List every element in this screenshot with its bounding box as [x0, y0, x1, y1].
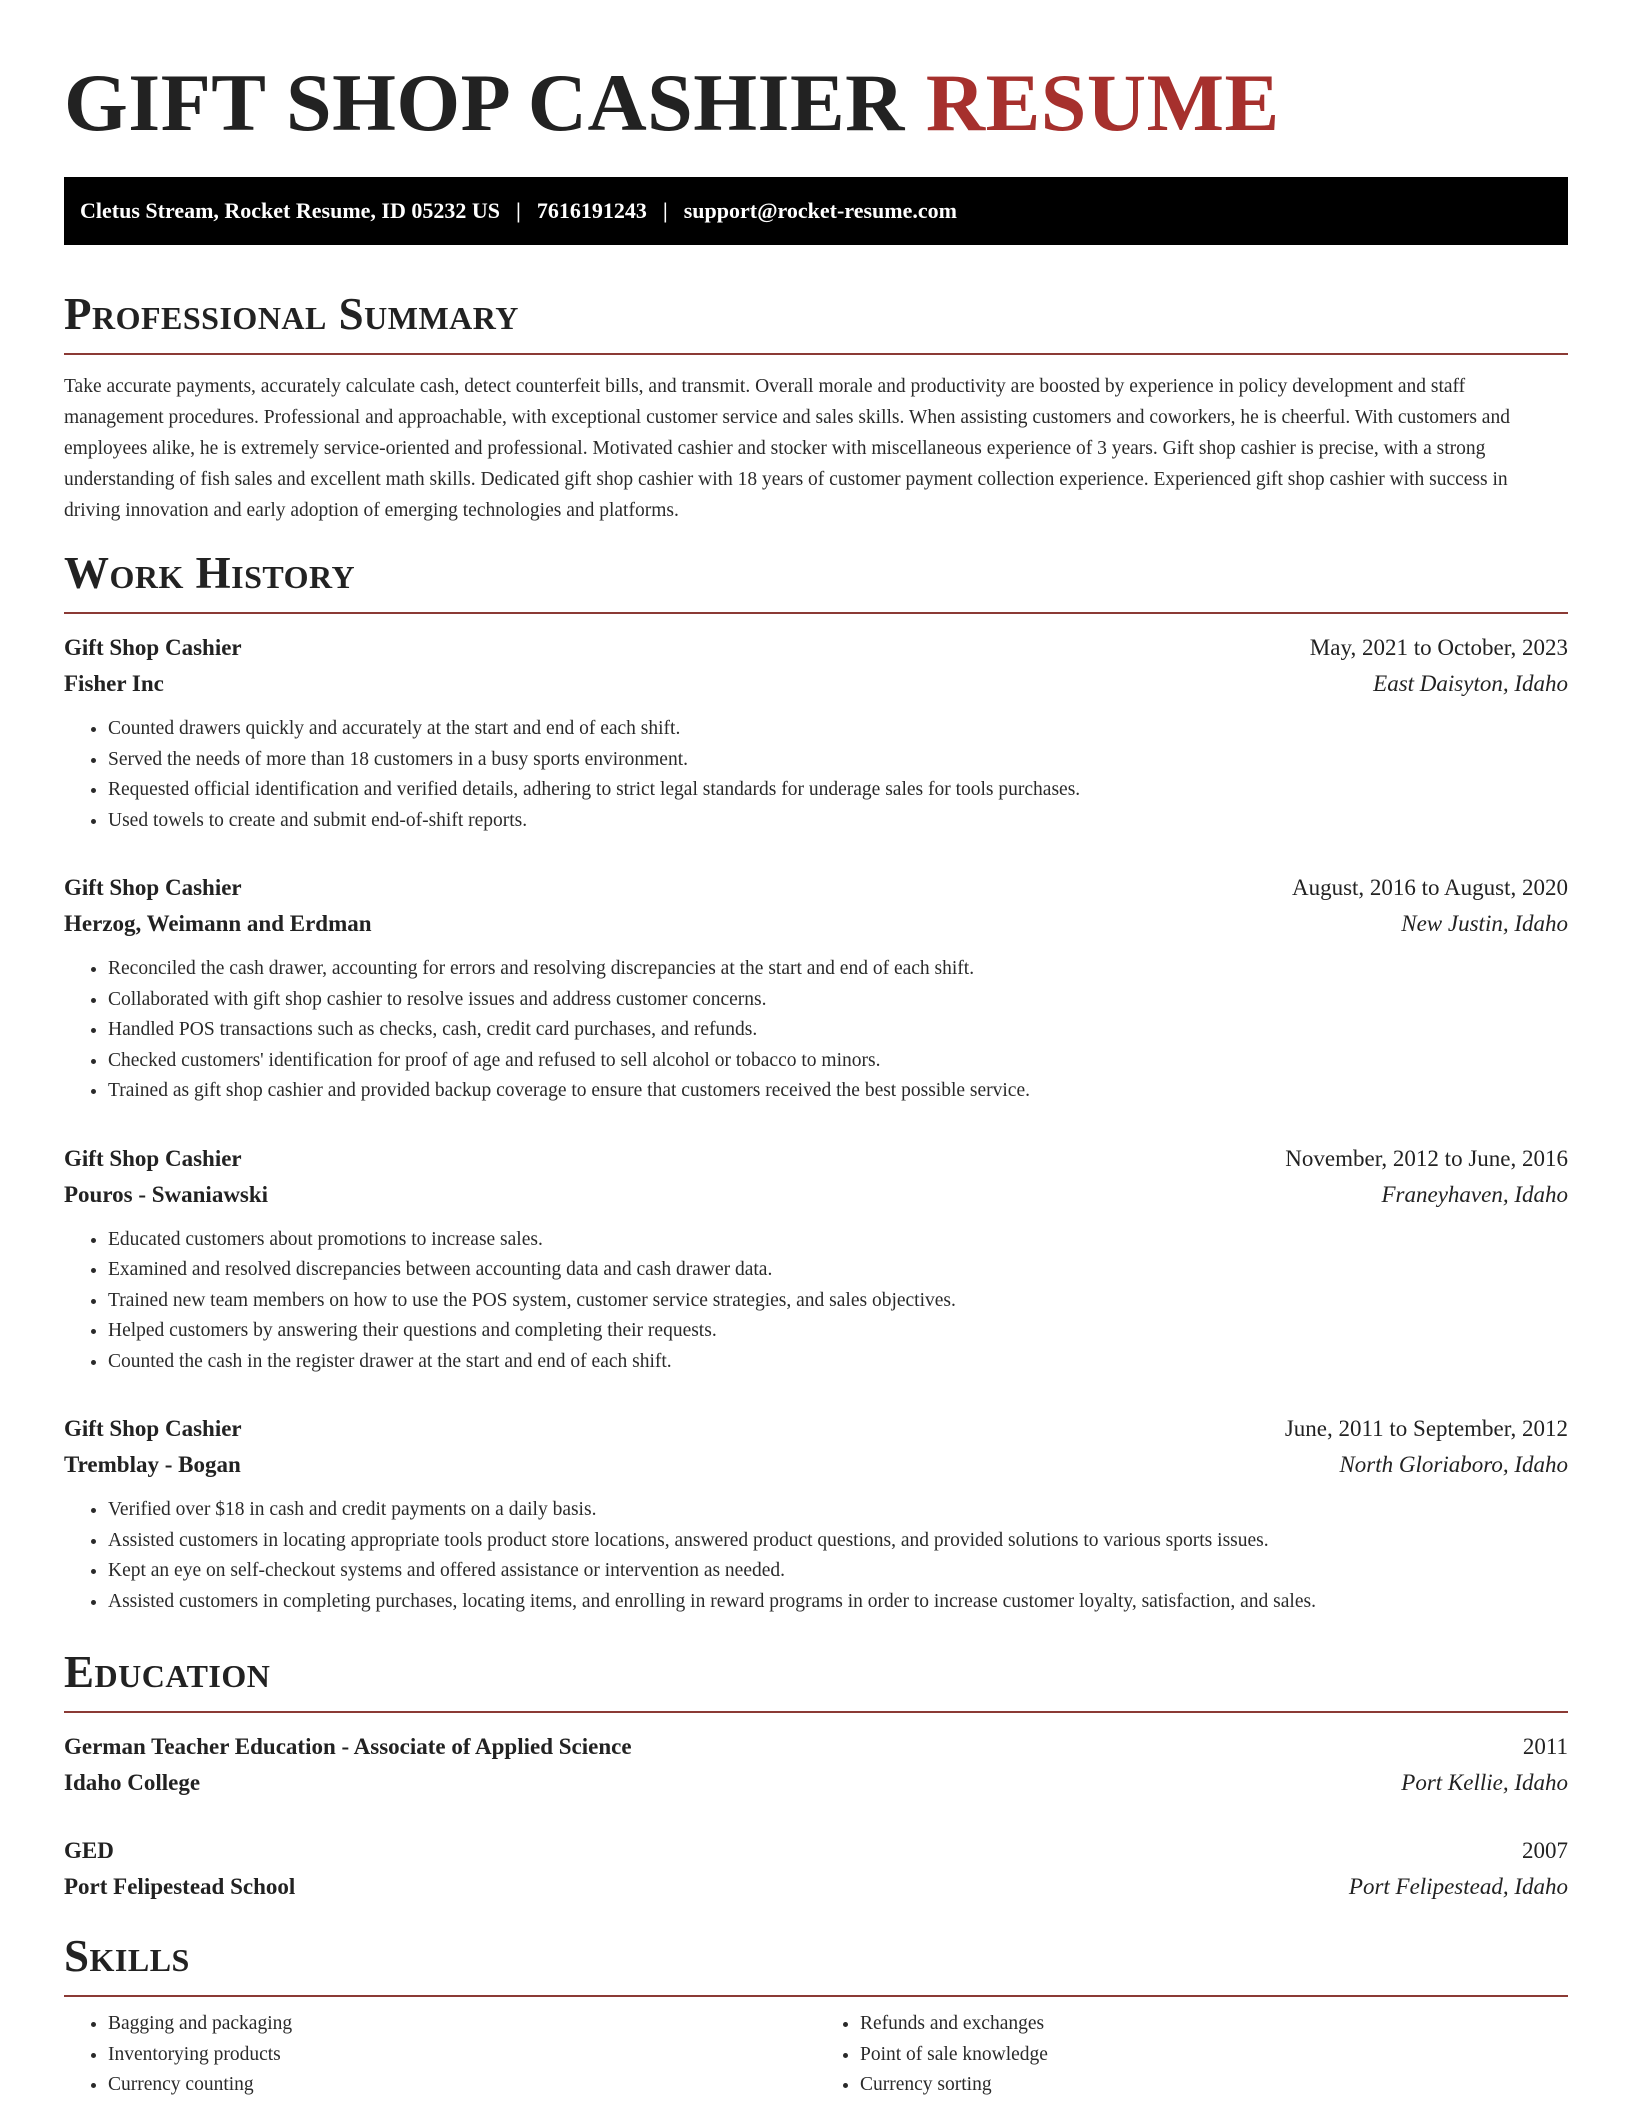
job-dates: June, 2011 to September, 2012	[1284, 1416, 1568, 1441]
title-main: GIFT SHOP CASHIER	[64, 57, 905, 148]
skill-item: • Currency counting	[108, 2070, 816, 2101]
job-duties-list	[64, 1495, 1568, 1617]
contact-bar	[64, 177, 1568, 245]
job-company-row	[64, 1177, 1568, 1213]
education-school-row	[64, 1869, 1568, 1905]
summary-section	[64, 289, 1568, 526]
summary-text: Take accurate payments, accurately calculate cash, detect counterfeit bills, and transmit. Overall morale and productivity are boosted by experience in policy development and staff management procedures. Professional and approachable, with exceptional customer service and sales skills. When assisting customers and coworkers, he is cheerful. With customers and employees alike, he is extremely service-oriented and professional. Motivated cashier and stocker with miscellaneous experience of 3 years. Gift shop cashier is precise, with a strong understanding of fish sales and excellent math skills. Dedicated gift shop cashier with 18 years of customer payment collection experience. Experienced gift shop cashier with success in driving innovation and early adoption of emerging technologies and platforms.	[64, 376, 1510, 521]
job-title: Gift Shop Cashier	[64, 1416, 242, 1441]
section-divider	[64, 1711, 1568, 1713]
skill-item: • Refunds and exchanges	[860, 2009, 1568, 2040]
section-title-summary: Professional Summary	[64, 289, 519, 339]
skills-list-left	[64, 2009, 816, 2101]
job-entry	[64, 1141, 1568, 1378]
job-dates: November, 2012 to June, 2016	[1285, 1145, 1568, 1171]
section-title-skills: Skills	[64, 1931, 190, 1981]
job-dates: May, 2021 to October, 2023	[1309, 635, 1568, 660]
list-item: • Used towels to create and submit end-of-shift reports.	[108, 806, 1568, 837]
skills-columns	[64, 1997, 1568, 2101]
job-duties-list	[64, 714, 1568, 836]
section-title-work-history: Work History	[64, 548, 356, 598]
job-location: North Gloriaboro, Idaho	[1339, 1452, 1568, 1477]
job-duties-list	[64, 954, 1568, 1107]
list-item: • Educated customers about promotions to increase sales.	[108, 1225, 1568, 1256]
education-header-row	[64, 1833, 1568, 1869]
education-location: Port Felipestead, Idaho	[1348, 1874, 1568, 1899]
list-item: • Counted drawers quickly and accurately at the start and end of each shift.	[108, 714, 1568, 745]
job-entry	[64, 870, 1568, 1107]
section-title-education: Education	[64, 1647, 271, 1697]
skills-section	[64, 1931, 1568, 2101]
list-item: • Requested official identification and verified details, adhering to strict legal standards for underage sales for tools purchases.	[108, 775, 1568, 806]
skills-list-right	[816, 2009, 1568, 2101]
job-duties-list	[64, 1225, 1568, 1378]
education-section	[64, 1647, 1568, 1905]
job-company: Pouros - Swaniawski	[64, 1181, 269, 1207]
job-company: Fisher Inc	[64, 671, 164, 696]
list-item: • Assisted customers in locating appropriate tools product store locations, answered product questions, and provided solutions to various sports issues.	[108, 1526, 1568, 1557]
list-item: • Assisted customers in completing purchases, locating items, and enrolling in reward programs in order to increase customer loyalty, satisfaction, and sales.	[108, 1587, 1568, 1618]
education-location: Port Kellie, Idaho	[1401, 1770, 1568, 1795]
education-year: 2011	[1522, 1734, 1568, 1759]
education-degree: GED	[64, 1838, 114, 1863]
list-item: • Trained as gift shop cashier and provided backup coverage to ensure that customers received the best possible service.	[108, 1076, 1568, 1107]
education-year: 2007	[1522, 1838, 1568, 1863]
list-item: • Reconciled the cash drawer, accounting for errors and resolving discrepancies at the start and end of each shift.	[108, 954, 1568, 985]
contact-address: Cletus Stream, Rocket Resume, ID 05232 US	[80, 198, 500, 223]
list-item: • Served the needs of more than 18 customers in a busy sports environment.	[108, 745, 1568, 776]
education-school: Idaho College	[64, 1770, 201, 1795]
job-location: East Daisyton, Idaho	[1373, 671, 1568, 696]
contact-phone[interactable]: 7616191243	[536, 198, 647, 223]
work-history-section	[64, 548, 1568, 1617]
job-entry	[64, 1411, 1568, 1617]
job-dates: August, 2016 to August, 2020	[1291, 875, 1568, 900]
job-title: Gift Shop Cashier	[64, 1145, 242, 1171]
job-title: Gift Shop Cashier	[64, 875, 242, 900]
education-entry	[64, 1729, 1568, 1801]
job-company: Herzog, Weimann and Erdman	[64, 911, 372, 936]
education-entry	[64, 1833, 1568, 1905]
job-company-row	[64, 666, 1568, 702]
list-item: • Kept an eye on self-checkout systems and offered assistance or intervention as needed.	[108, 1556, 1568, 1587]
list-item: • Verified over $18 in cash and credit payments on a daily basis.	[108, 1495, 1568, 1526]
job-company-row	[64, 906, 1568, 942]
job-header-row	[64, 1411, 1568, 1447]
education-school-row	[64, 1765, 1568, 1801]
list-item: • Checked customers' identification for proof of age and refused to sell alcohol or tobacco to minors.	[108, 1046, 1568, 1077]
education-header-row	[64, 1729, 1568, 1765]
list-item: • Collaborated with gift shop cashier to resolve issues and address customer concerns.	[108, 985, 1568, 1016]
skill-item: • Currency sorting	[860, 2070, 1568, 2101]
list-item: • Examined and resolved discrepancies between accounting data and cash drawer data.	[108, 1255, 1568, 1286]
job-entry	[64, 630, 1568, 836]
job-company: Tremblay - Bogan	[64, 1452, 241, 1477]
section-divider	[64, 612, 1568, 614]
contact-email[interactable]: support@rocket-resume.com	[683, 198, 957, 223]
list-item: • Counted the cash in the register drawer at the start and end of each shift.	[108, 1347, 1568, 1378]
skill-item: • Inventorying products	[108, 2040, 816, 2071]
job-header-row	[64, 1141, 1568, 1177]
education-degree: German Teacher Education - Associate of Applied Science	[64, 1734, 632, 1759]
skill-item: • Point of sale knowledge	[860, 2040, 1568, 2071]
contact-separator: |	[662, 198, 668, 223]
job-company-row	[64, 1447, 1568, 1483]
skill-item: • Bagging and packaging	[108, 2009, 816, 2040]
job-header-row	[64, 630, 1568, 666]
resume-title	[64, 55, 1568, 151]
contact-separator: |	[516, 198, 521, 223]
job-header-row	[64, 870, 1568, 906]
list-item: • Helped customers by answering their questions and completing their requests.	[108, 1316, 1568, 1347]
title-accent: RESUME	[925, 57, 1280, 148]
list-item: • Handled POS transactions such as checks, cash, credit card purchases, and refunds.	[108, 1015, 1568, 1046]
job-location: Franeyhaven, Idaho	[1381, 1181, 1568, 1207]
section-divider	[64, 353, 1568, 355]
job-title: Gift Shop Cashier	[64, 635, 242, 660]
list-item: • Trained new team members on how to use the POS system, customer service strategies, and sales objectives.	[108, 1286, 1568, 1317]
job-location: New Justin, Idaho	[1401, 911, 1568, 936]
education-school: Port Felipestead School	[64, 1874, 296, 1899]
